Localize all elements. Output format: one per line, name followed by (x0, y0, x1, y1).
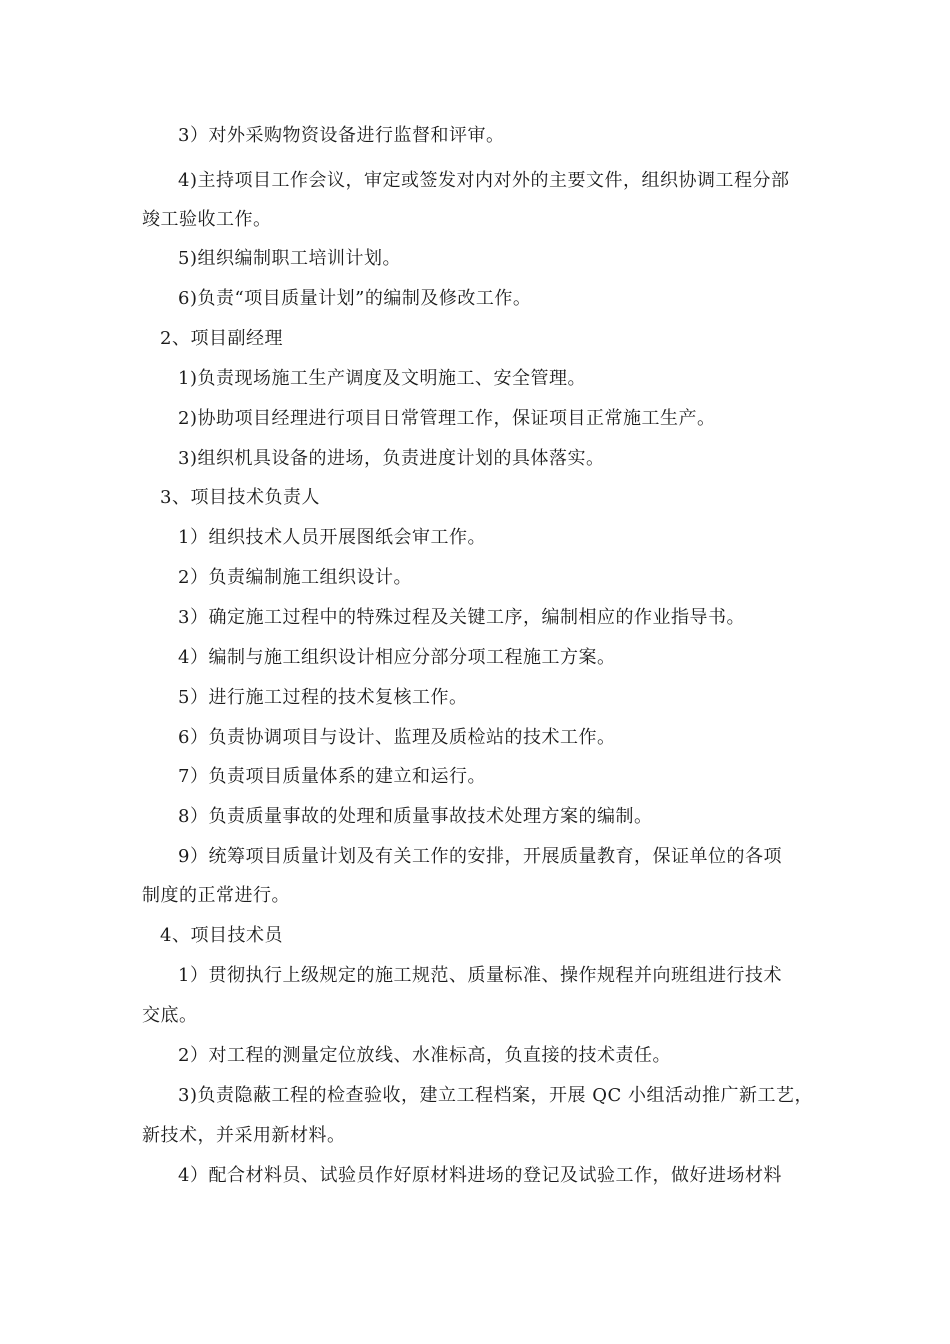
section-heading: 3、项目技术负责人 (160, 487, 320, 508)
paragraph-line: 1）贯彻执行上级规定的施工规范、质量标准、操作规程并向班组进行技术 (178, 965, 782, 986)
paragraph-line: 1）组织技术人员开展图纸会审工作。 (178, 527, 486, 548)
paragraph-line: 5）进行施工过程的技术复核工作。 (178, 687, 468, 708)
paragraph-line: 2)协助项目经理进行项目日常管理工作，保证项目正常施工生产。 (178, 408, 716, 429)
paragraph-line: 3)组织机具设备的进场，负责进度计划的具体落实。 (178, 448, 605, 469)
paragraph-line: 5)组织编制职工培训计划。 (178, 248, 401, 269)
paragraph-line: 8）负责质量事故的处理和质量事故技术处理方案的编制。 (178, 806, 653, 827)
paragraph-line: 新技术，并采用新材料。 (142, 1125, 346, 1146)
paragraph-line: 7）负责项目质量体系的建立和运行。 (178, 766, 486, 787)
paragraph-line: 3)负责隐蔽工程的检查验收，建立工程档案，开展 QC 小组活动推广新工艺， (178, 1085, 813, 1106)
paragraph-line: 交底。 (142, 1005, 198, 1026)
paragraph-line: 2）负责编制施工组织设计。 (178, 567, 412, 588)
paragraph-line: 制度的正常进行。 (142, 885, 290, 906)
paragraph-line: 9）统筹项目质量计划及有关工作的安排，开展质量教育，保证单位的各项 (178, 846, 782, 867)
paragraph-line: 6）负责协调项目与设计、监理及质检站的技术工作。 (178, 727, 616, 748)
paragraph-line: 2）对工程的测量定位放线、水准标高，负直接的技术责任。 (178, 1045, 671, 1066)
paragraph-line: 4)主持项目工作会议，审定或签发对内对外的主要文件，组织协调工程分部 (178, 170, 790, 191)
paragraph-line: 6)负责“项目质量计划”的编制及修改工作。 (178, 288, 532, 309)
paragraph-line: 竣工验收工作。 (142, 209, 272, 230)
paragraph-line: 3）对外采购物资设备进行监督和评审。 (178, 125, 505, 146)
paragraph-line: 4）配合材料员、试验员作好原材料进场的登记及试验工作，做好进场材料 (178, 1165, 782, 1186)
paragraph-line: 1)负责现场施工生产调度及文明施工、安全管理。 (178, 368, 586, 389)
paragraph-line: 4）编制与施工组织设计相应分部分项工程施工方案。 (178, 647, 616, 668)
section-heading: 2、项目副经理 (160, 328, 283, 349)
paragraph-line: 3）确定施工过程中的特殊过程及关键工序，编制相应的作业指导书。 (178, 607, 745, 628)
section-heading: 4、项目技术员 (160, 925, 283, 946)
